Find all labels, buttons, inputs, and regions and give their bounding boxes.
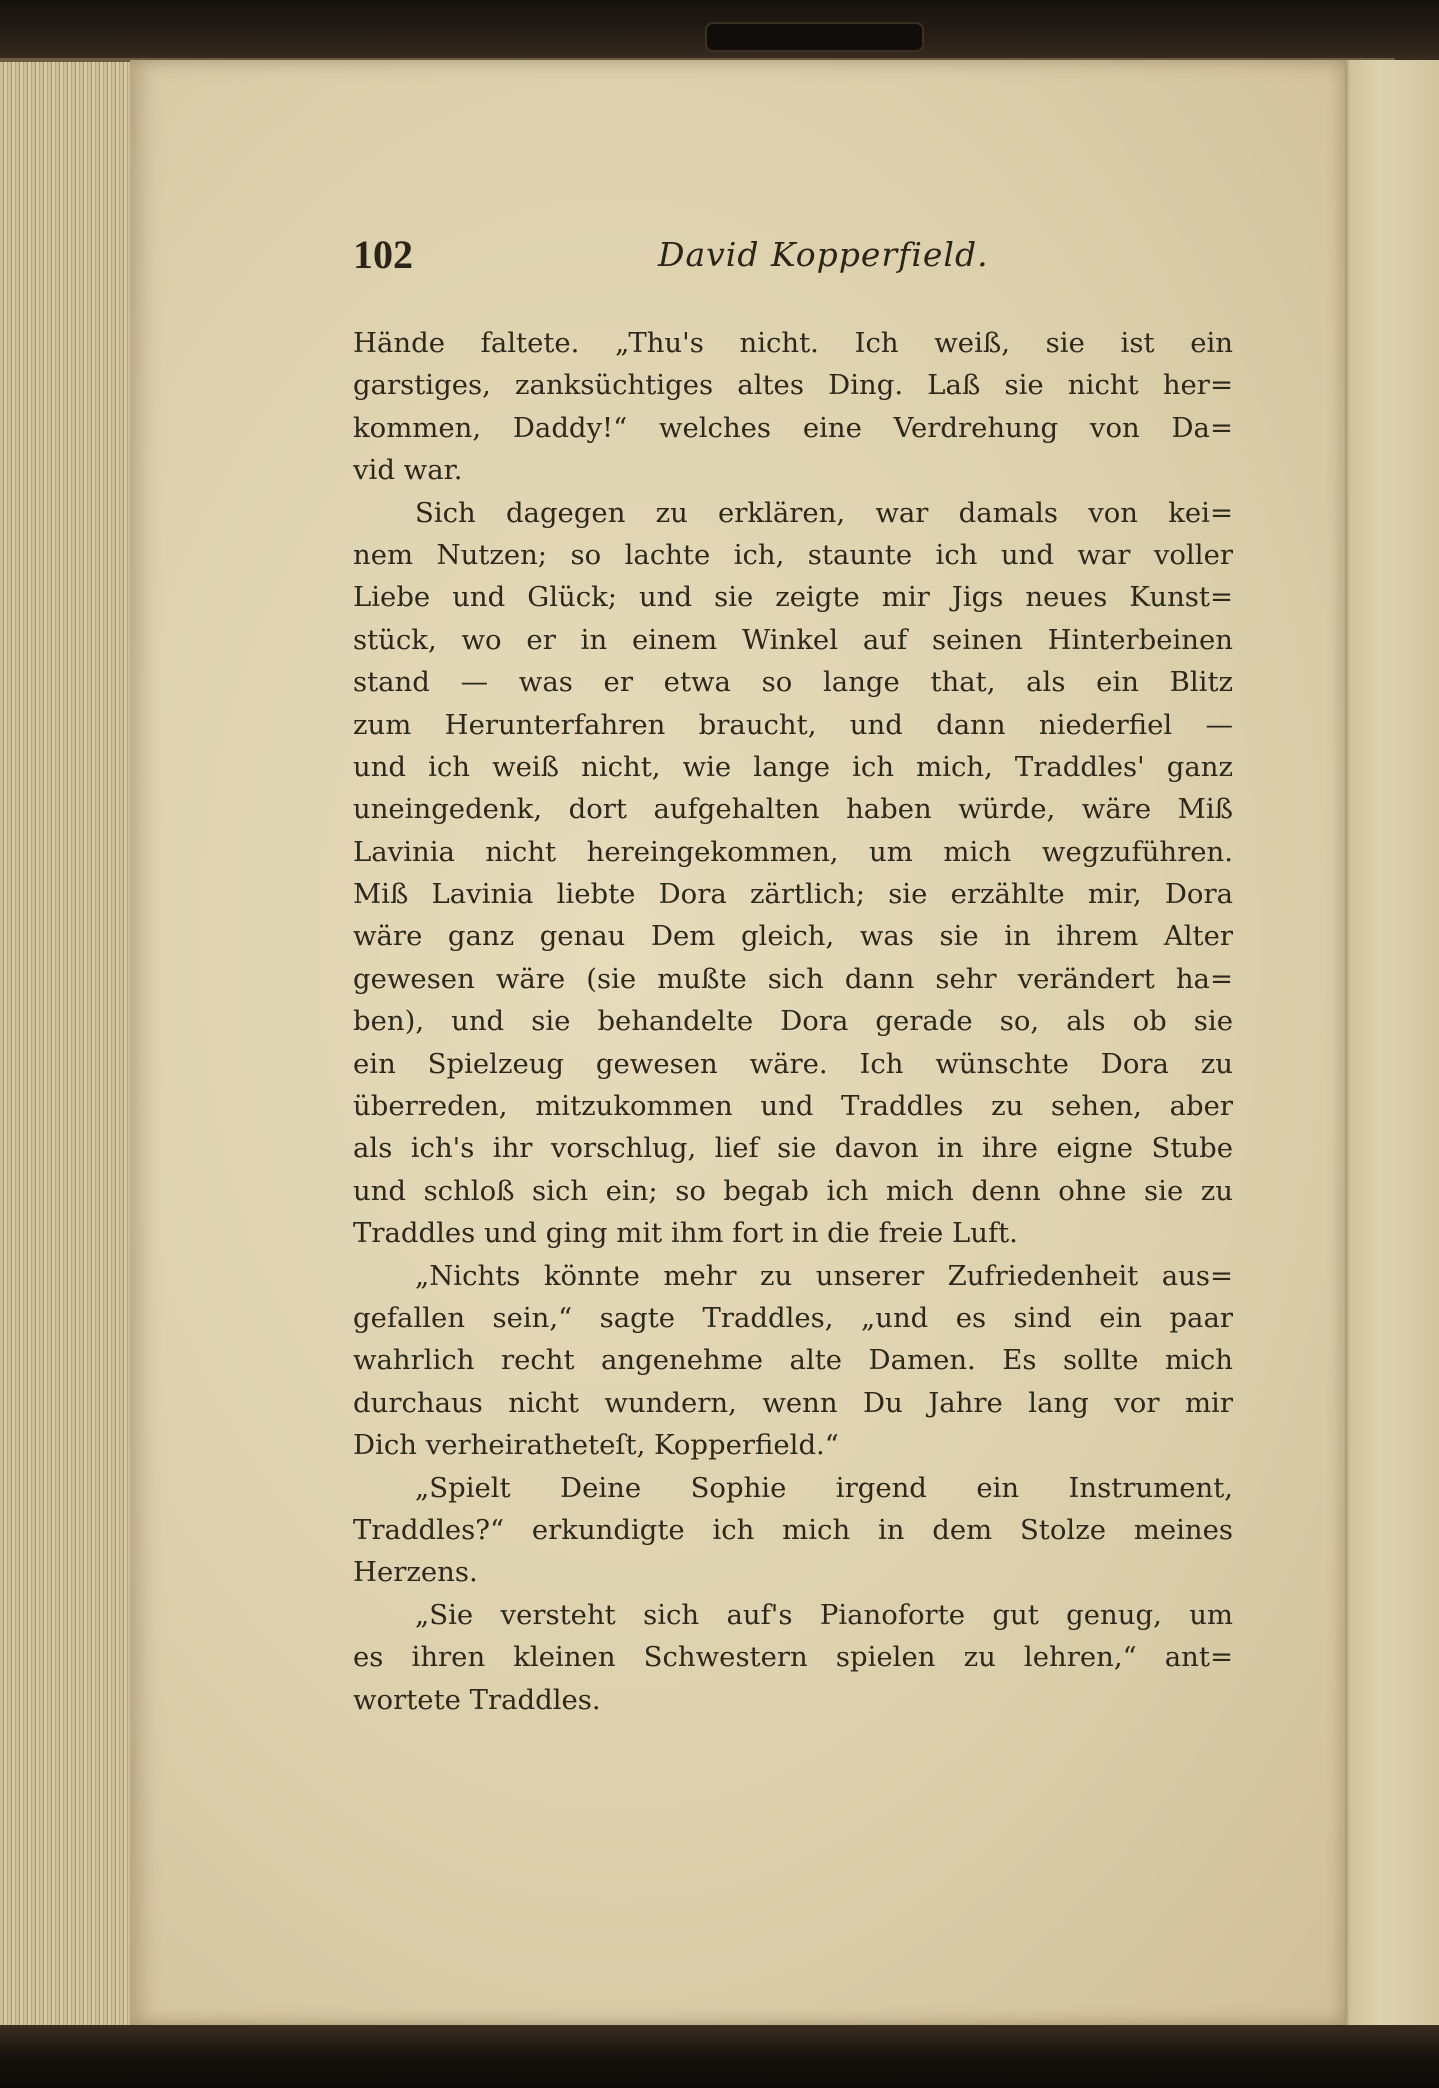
running-title: David Kopperfield. bbox=[658, 235, 989, 274]
text-line: es ihren kleinen Schwestern spielen zu lehren,“ ant= bbox=[353, 1641, 1233, 1674]
page-number: 102 bbox=[353, 232, 413, 277]
text-line: vid war. bbox=[353, 454, 463, 487]
text-line: und ich weiß nicht, wie lange ich mich, Traddles' ganz bbox=[353, 750, 1233, 783]
text-line: Lavinia nicht hereingekommen, um mich wegzuführen. bbox=[353, 835, 1233, 868]
page-header bbox=[353, 225, 1233, 285]
text-line: Liebe und Glück; und sie zeigte mir Jigs neues Kunst= bbox=[353, 581, 1233, 614]
text-line: Traddles und ging mit ihm fort in die freie Luft. bbox=[353, 1217, 1018, 1250]
text-line: „Sie versteht sich auf's Pianoforte gut genug, um bbox=[415, 1598, 1233, 1631]
text-line: garstiges, zanksüchtiges altes Ding. Laß sie nicht her= bbox=[353, 369, 1233, 402]
text-line: als ich's ihr vorschlug, lief sie davon in ihre eigne Stube bbox=[353, 1132, 1233, 1165]
text-line: überreden, mitzukommen und Traddles zu sehen, aber bbox=[353, 1090, 1233, 1123]
text-line: und schloß sich ein; so begab ich mich denn ohne sie zu bbox=[353, 1174, 1233, 1207]
text-line: Dich verheiratheteſt, Kopperfield.“ bbox=[353, 1429, 839, 1462]
text-line: Miß Lavinia liebte Dora zärtlich; sie erzählte mir, Dora bbox=[353, 878, 1233, 911]
text-line: nem Nutzen; so lachte ich, staunte ich und war voller bbox=[353, 538, 1233, 571]
binding-clasp bbox=[705, 22, 924, 52]
text-line: uneingedenk, dort aufgehalten haben würde, wäre Miß bbox=[353, 793, 1233, 826]
text-line: ein Spielzeug gewesen wäre. Ich wünschte Dora zu bbox=[353, 1047, 1233, 1080]
text-line: ben), und sie behandelte Dora gerade so, als ob sie bbox=[353, 1005, 1233, 1038]
page-stack-right bbox=[1340, 60, 1439, 2025]
text-line: „Spielt Deine Sophie irgend ein Instrument, bbox=[415, 1471, 1233, 1504]
text-line: durchaus nicht wundern, wenn Du Jahre lang vor mir bbox=[353, 1386, 1233, 1419]
text-line: wortete Traddles. bbox=[353, 1683, 601, 1716]
text-line: Hände faltete. „Thu's nicht. Ich weiß, sie ist ein bbox=[353, 327, 1233, 359]
text-line: gefallen sein,“ sagte Traddles, „und es sind ein paar bbox=[353, 1301, 1233, 1334]
text-line: wäre ganz genau Dem gleich, was sie in ihrem Alter bbox=[353, 920, 1233, 953]
text-line: zum Herunterfahren braucht, und dann niederfiel — bbox=[353, 708, 1233, 741]
text-line: gewesen wäre (sie mußte sich dann sehr verändert ha= bbox=[353, 962, 1233, 995]
text-line: wahrlich recht angenehme alte Damen. Es sollte mich bbox=[353, 1344, 1233, 1377]
text-line: kommen, Daddy!“ welches eine Verdrehung von Da= bbox=[353, 411, 1233, 444]
text-line: stand — was er etwa so lange that, als ein Blitz bbox=[353, 666, 1233, 699]
text-line: stück, wo er in einem Winkel auf seinen Hinterbeinen bbox=[353, 623, 1233, 656]
text-line: Sich dagegen zu erklären, war damals von kei= bbox=[415, 496, 1233, 529]
text-line: „Nichts könnte mehr zu unserer Zufriedenheit aus= bbox=[415, 1259, 1233, 1292]
text-line: Herzens. bbox=[353, 1556, 478, 1589]
book-top-edge bbox=[0, 0, 1439, 62]
text-line: Traddles?“ erkundigte ich mich in dem Stolze meines bbox=[353, 1513, 1233, 1546]
text-body bbox=[353, 322, 1233, 1721]
book-bottom-edge bbox=[0, 2025, 1439, 2088]
